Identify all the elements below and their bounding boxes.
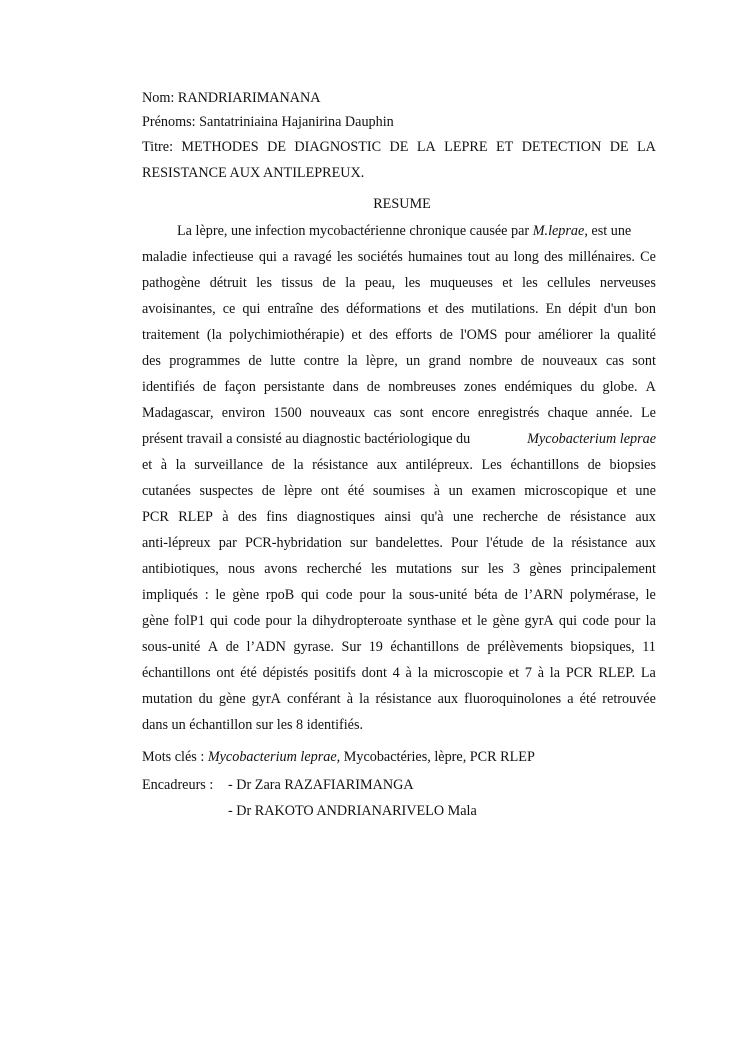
word: soumises: [372, 483, 425, 499]
prenoms-value: Santatriniaina Hajanirina Dauphin: [199, 114, 394, 130]
word: un: [406, 353, 421, 369]
word: aux: [376, 457, 398, 473]
word: de: [504, 587, 518, 603]
word: lutte: [270, 353, 296, 369]
encadreurs-label: Encadreurs :: [142, 777, 214, 793]
word: les: [521, 275, 538, 291]
word: En: [545, 301, 562, 317]
word: lèpre: [283, 483, 313, 499]
resume-text-a: présent travail a consisté au diagnostic bactériologique du: [142, 431, 471, 447]
word: :: [204, 587, 209, 603]
word: par: [218, 535, 237, 551]
encadreur-2: - Dr RAKOTO ANDRIANARIVELO Mala: [228, 803, 477, 819]
word: 19: [368, 639, 383, 655]
resume-line: [142, 530, 656, 556]
word: dihydropteroate: [312, 613, 403, 629]
word: infectieuse: [192, 249, 254, 265]
resume-heading: RESUME: [373, 196, 431, 212]
word: et: [461, 613, 472, 629]
word: fluoroquinolones: [464, 691, 562, 707]
word: une: [452, 509, 474, 525]
word: nouveaux: [310, 405, 366, 421]
word: et: [142, 457, 153, 473]
word: biopsies: [609, 457, 656, 473]
word: cas: [605, 353, 624, 369]
word: échantillons: [510, 457, 580, 473]
word: au: [495, 249, 509, 265]
word: identifiés: [142, 379, 195, 395]
word: de: [466, 639, 480, 655]
resume-line: [142, 504, 656, 530]
word: été: [579, 691, 597, 707]
word: du: [198, 691, 213, 707]
word: long: [513, 249, 539, 265]
word: aux: [437, 691, 459, 707]
word: des: [544, 249, 564, 265]
word: et: [351, 327, 362, 343]
word: dans: [332, 379, 359, 395]
word: Madagascar,: [142, 405, 214, 421]
word: de: [439, 327, 453, 343]
word: peau,: [364, 275, 396, 291]
word: tissus: [281, 275, 313, 291]
titre-word: LA: [637, 139, 656, 155]
word: zones: [464, 379, 497, 395]
word: les: [370, 561, 387, 577]
titre-word: DE: [389, 139, 409, 155]
word: Le: [640, 405, 656, 421]
word: qui: [558, 613, 578, 629]
word: sociétés: [357, 249, 403, 265]
word: environ: [221, 405, 266, 421]
word: la: [296, 613, 307, 629]
prenoms-line: [142, 110, 656, 134]
word: Les: [481, 457, 502, 473]
resume-line: [142, 400, 656, 426]
word: gène: [142, 613, 169, 629]
resume-line: [142, 608, 656, 634]
word: qui: [300, 587, 320, 603]
word: pour: [265, 613, 292, 629]
word: des: [369, 327, 389, 343]
encadreurs-row-1: [142, 772, 656, 798]
word: des: [237, 509, 257, 525]
word: été: [347, 483, 365, 499]
word: améliorer: [538, 327, 593, 343]
word: traitement: [142, 327, 200, 343]
word: à: [405, 665, 412, 681]
word: des: [142, 353, 161, 369]
word: l'OMS: [460, 327, 498, 343]
word: les: [256, 275, 272, 291]
word: encore: [431, 405, 470, 421]
word: gyrA: [251, 691, 281, 707]
word: la: [347, 353, 358, 369]
word: PCR: [565, 665, 593, 681]
word: gyrase.: [293, 639, 334, 655]
word: avons: [264, 561, 298, 577]
titre-label: Titre:: [142, 139, 174, 155]
word: échantillons: [390, 639, 459, 655]
word: gène: [492, 613, 520, 629]
word: les: [336, 249, 353, 265]
word: enregistrés: [477, 405, 540, 421]
word: entraîne: [267, 301, 314, 317]
word: à: [537, 665, 545, 681]
word: à: [160, 457, 168, 473]
resume-text-b: , est une: [584, 223, 632, 239]
word: l’ARN: [524, 587, 564, 603]
keywords-line: [142, 744, 656, 770]
word: ce: [222, 301, 236, 317]
resume-line: [142, 348, 656, 374]
word: muqueuses: [429, 275, 493, 291]
word: diagnostiques: [296, 509, 375, 525]
word: programmes: [169, 353, 241, 369]
resume-line: [142, 686, 656, 712]
word: bon: [634, 301, 656, 317]
resume-line: [142, 322, 656, 348]
word: sur: [350, 535, 368, 551]
word: recherche: [482, 509, 538, 525]
word: A: [207, 639, 219, 655]
word: impliqués: [142, 587, 198, 603]
word: et: [508, 665, 520, 681]
word: à: [433, 483, 440, 499]
word: Sur: [341, 639, 362, 655]
nom-value: RANDRIARIMANANA: [177, 90, 321, 106]
word: gyrA: [524, 613, 554, 629]
word: été: [240, 665, 257, 681]
word: pathogène: [142, 275, 201, 291]
word: grand: [428, 353, 461, 369]
word: échantillons: [142, 665, 211, 681]
word: principalement: [570, 561, 656, 577]
word: biopsiques,: [570, 639, 635, 655]
word: Pour: [451, 535, 478, 551]
word: conférant: [287, 691, 341, 707]
word: Ce: [640, 249, 656, 265]
resume-line: [142, 556, 656, 582]
word: mutilations.: [471, 301, 539, 317]
resume-line: [142, 660, 656, 686]
word: qui: [258, 249, 277, 265]
word: la: [392, 587, 403, 603]
titre-word: DE: [609, 139, 629, 155]
word: de: [531, 535, 545, 551]
word: efforts: [395, 327, 433, 343]
word: bandelettes.: [375, 535, 443, 551]
word: mutation: [142, 691, 193, 707]
word: retrouvée: [602, 691, 656, 707]
word: cellules: [547, 275, 591, 291]
word: le: [476, 613, 488, 629]
word: la: [552, 535, 564, 551]
word: de: [322, 275, 336, 291]
word: l'étude: [486, 535, 524, 551]
word: fins: [266, 509, 288, 525]
word: de: [547, 509, 561, 525]
word: chaque: [547, 405, 588, 421]
resume-line: dans un échantillon sur les 8 identifiés.: [142, 717, 364, 733]
word: gène: [218, 691, 246, 707]
word: PCR: [142, 509, 169, 525]
word: 3: [512, 561, 520, 577]
word: dont: [361, 665, 387, 681]
word: code: [582, 613, 610, 629]
resume-line: [142, 296, 656, 322]
word: endémiques: [504, 379, 573, 395]
word: nerveuses: [599, 275, 656, 291]
resume-line: [142, 634, 656, 660]
word: qui: [210, 613, 229, 629]
word: humaines: [408, 249, 463, 265]
word: ont: [320, 483, 340, 499]
encadreurs-block: [142, 772, 656, 824]
word: qualité: [617, 327, 656, 343]
word: la: [645, 613, 656, 629]
word: antibiotiques,: [142, 561, 219, 577]
word: la: [549, 665, 561, 681]
word: la: [345, 275, 356, 291]
word: tout: [467, 249, 490, 265]
titre-word: LEPRE: [444, 139, 488, 155]
word: microscopique: [524, 483, 608, 499]
keywords-label: Mots clés :: [142, 749, 205, 765]
word: résistance: [571, 535, 628, 551]
resume-line: [142, 218, 656, 244]
word: béta: [474, 587, 498, 603]
word: de: [271, 457, 285, 473]
word: et: [502, 275, 513, 291]
nom-label: Nom:: [142, 90, 175, 106]
word: de: [366, 379, 381, 395]
word: déformations: [346, 301, 421, 317]
word: résistance: [570, 509, 626, 525]
word: sous-unité: [142, 639, 201, 655]
prenoms-label: Prénoms:: [142, 114, 196, 130]
titre-word: LA: [416, 139, 436, 155]
word: positifs: [314, 665, 356, 681]
word: pour: [359, 587, 386, 603]
word: suspectes: [199, 483, 254, 499]
word: dépit: [568, 301, 597, 317]
word: de: [520, 353, 535, 369]
word: avoisinantes,: [142, 301, 216, 317]
word: A: [645, 379, 656, 395]
word: d'un: [603, 301, 628, 317]
word: aux: [635, 509, 656, 525]
word: sont: [399, 405, 424, 421]
keywords-italic: Mycobacterium leprae,: [207, 749, 341, 765]
resume-line: [142, 478, 656, 504]
word: nombreuses: [388, 379, 456, 395]
word: la: [599, 327, 611, 343]
titre-word: ET: [495, 139, 514, 155]
word: pour: [614, 613, 641, 629]
resume-line: [142, 582, 656, 608]
word: recherché: [306, 561, 362, 577]
word: le: [645, 587, 656, 603]
word: cas: [373, 405, 392, 421]
word: folP1: [174, 613, 205, 629]
word: lèpre,: [365, 353, 398, 369]
nom-line: [142, 86, 656, 110]
word: examen: [471, 483, 516, 499]
word: la: [175, 457, 186, 473]
word: détruit: [209, 275, 247, 291]
word: de: [202, 379, 217, 395]
word: qu'à: [420, 509, 444, 525]
word: gène: [232, 587, 260, 603]
word: nombre: [469, 353, 513, 369]
resume-line: [142, 244, 656, 270]
word: 11: [642, 639, 656, 655]
word: RLEP: [178, 509, 213, 525]
word: code: [233, 613, 261, 629]
word: de: [587, 457, 601, 473]
word: et: [428, 301, 439, 317]
resume-line: [142, 452, 656, 478]
word: polymérase,: [569, 587, 639, 603]
species-name: Mycobacterium leprae: [527, 431, 656, 447]
resume-line: [142, 374, 656, 400]
species-name: M.leprae: [532, 223, 585, 239]
resume-line: [142, 426, 656, 452]
word: gènes: [529, 561, 562, 577]
word: microscopie: [433, 665, 504, 681]
word: pour: [504, 327, 531, 343]
word: a: [282, 249, 289, 265]
word: ravagé: [293, 249, 332, 265]
resume-text-a: La lèpre, une infection mycobactérienne chronique causée par: [177, 223, 530, 239]
word: le: [215, 587, 226, 603]
word: code: [325, 587, 353, 603]
word: prélèvements: [487, 639, 563, 655]
word: du: [580, 379, 595, 395]
word: de: [248, 353, 262, 369]
word: anti-lépreux: [142, 535, 211, 551]
word: sous-unité: [409, 587, 468, 603]
word: nous: [228, 561, 255, 577]
word: et: [616, 483, 627, 499]
document-page: [142, 86, 656, 824]
word: nouveaux: [542, 353, 598, 369]
word: cutanées: [142, 483, 191, 499]
word: un: [448, 483, 463, 499]
word: la: [417, 665, 428, 681]
word: PCR-hybridation: [244, 535, 342, 551]
encadreur-1: - Dr Zara RAZAFIARIMANGA: [228, 777, 414, 793]
resume-paragraph: [142, 218, 656, 738]
word: de: [225, 639, 239, 655]
word: la: [293, 457, 304, 473]
word: (la: [206, 327, 222, 343]
word: les: [404, 275, 421, 291]
word: résistance: [375, 691, 432, 707]
word: aux: [635, 535, 656, 551]
word: 7: [524, 665, 532, 681]
word: maladie: [142, 249, 187, 265]
word: antilépreux.: [405, 457, 473, 473]
word: façon: [224, 379, 256, 395]
titre-line-2: RESISTANCE AUX ANTILEPREUX.: [142, 165, 365, 181]
word: surveillance: [194, 457, 263, 473]
titre-word: DE: [267, 139, 286, 155]
word: à: [222, 509, 229, 525]
word: résistance: [312, 457, 369, 473]
word: 4: [392, 665, 400, 681]
resume-text: [177, 218, 631, 244]
word: une: [635, 483, 656, 499]
word: les: [487, 561, 504, 577]
word: des: [320, 301, 340, 317]
word: mutations: [395, 561, 452, 577]
word: persistante: [263, 379, 325, 395]
titre-line-1: [142, 134, 656, 160]
word: synthase: [407, 613, 457, 629]
word: sont: [632, 353, 656, 369]
word: qui: [242, 301, 261, 317]
word: polychimiothérapie): [229, 327, 345, 343]
word: millénaires.: [568, 249, 635, 265]
word: ont: [216, 665, 235, 681]
titre-word: DIAGNOSTIC: [294, 139, 382, 155]
word: ainsi: [384, 509, 412, 525]
titre-word: DETECTION: [521, 139, 602, 155]
titre-word: METHODES: [181, 139, 259, 155]
word: la: [359, 691, 370, 707]
word: rpoB: [265, 587, 295, 603]
word: des: [445, 301, 465, 317]
resume-line: [142, 270, 656, 296]
word: l’ADN: [246, 639, 286, 655]
word: sur: [461, 561, 479, 577]
keywords-rest: Mycobactéries, lèpre, PCR RLEP: [343, 749, 535, 765]
word: à: [346, 691, 354, 707]
word: année.: [596, 405, 633, 421]
word: dépistés: [262, 665, 309, 681]
word: 1500: [273, 405, 302, 421]
word: a: [567, 691, 574, 707]
word: contre: [303, 353, 340, 369]
word: RLEP.: [598, 665, 636, 681]
word: globe.: [602, 379, 638, 395]
word: de: [261, 483, 276, 499]
word: La: [640, 665, 656, 681]
